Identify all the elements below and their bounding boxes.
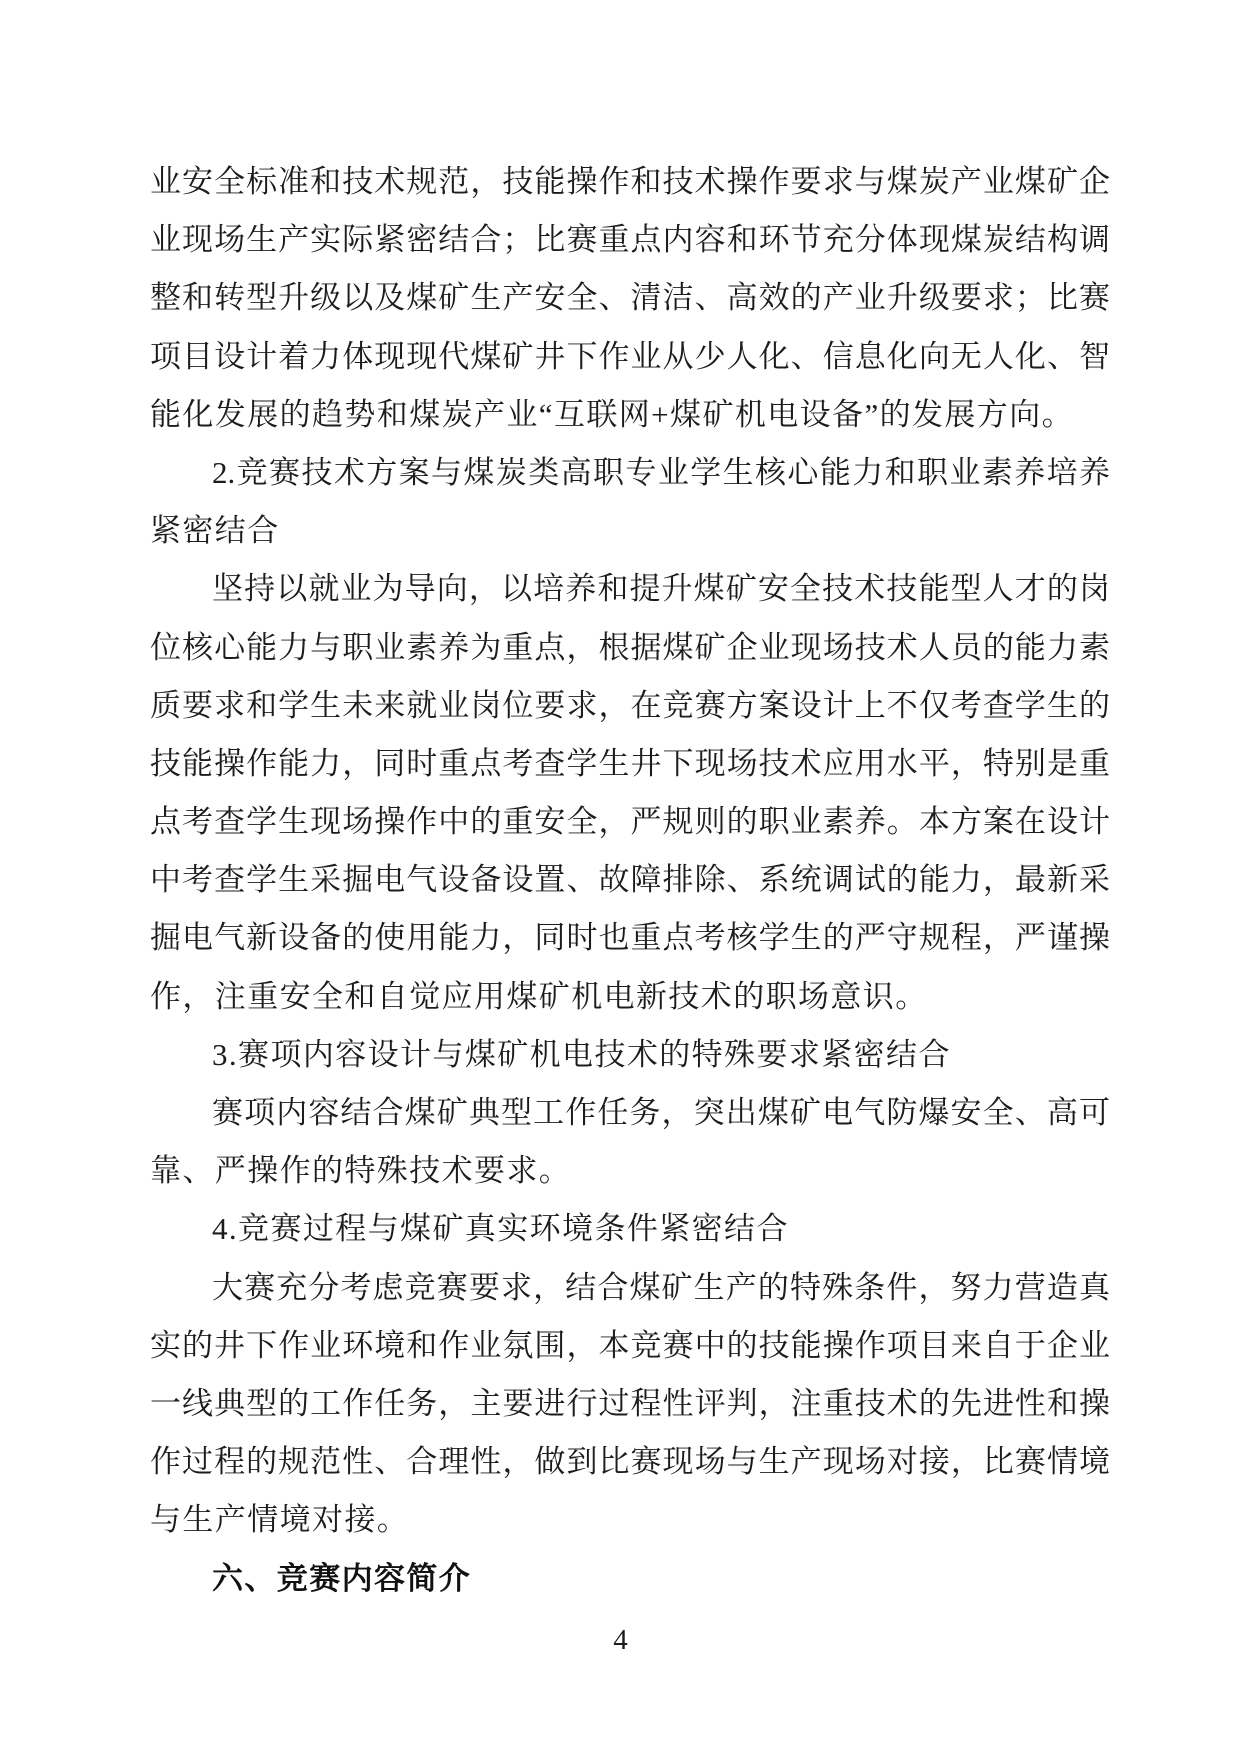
- text-line: 作过程的规范性、合理性，做到比赛现场与生产现场对接，比赛情境: [150, 1444, 1110, 1480]
- text-line: 中考查学生采掘电气设备设置、故障排除、系统调试的能力，最新采: [150, 862, 1110, 898]
- text-line: 掘电气新设备的使用能力，同时也重点考核学生的严守规程，严谨操: [150, 920, 1110, 956]
- text-line: 作，注重安全和自觉应用煤矿机电新技术的职场意识。: [150, 978, 928, 1014]
- text-line: 业现场生产实际紧密结合；比赛重点内容和环节充分体现煤炭结构调: [150, 222, 1110, 258]
- text-line: 技能操作能力，同时重点考查学生井下现场技术应用水平，特别是重: [150, 745, 1110, 781]
- text-line: 项目设计着力体现现代煤矿井下作业从少人化、信息化向无人化、智: [150, 338, 1110, 374]
- text-line: 一线典型的工作任务，主要进行过程性评判，注重技术的先进性和操: [150, 1385, 1110, 1421]
- text-line: 靠、严操作的特殊技术要求。: [150, 1153, 572, 1189]
- text-line: 点考查学生现场操作中的重安全，严规则的职业素养。本方案在设计: [150, 804, 1110, 840]
- document-body: [150, 153, 1110, 1608]
- text-line: 大赛充分考虑竞赛要求，结合煤矿生产的特殊条件，努力营造真: [212, 1269, 1110, 1305]
- text-line: 业安全标准和技术规范，技能操作和技术操作要求与煤炭产业煤矿企: [150, 164, 1110, 199]
- text-line: 位核心能力与职业素养为重点，根据煤矿企业现场技术人员的能力素: [150, 629, 1110, 665]
- text-line: 能化发展的趋势和煤炭产业“互联网+煤矿机电设备”的发展方向。: [150, 396, 1074, 432]
- text-line: 质要求和学生未来就业岗位要求，在竞赛方案设计上不仅考查学生的: [150, 687, 1110, 723]
- text-line: 实的井下作业环境和作业氛围，本竞赛中的技能操作项目来自于企业: [150, 1327, 1110, 1363]
- page-number: 4: [613, 1624, 628, 1656]
- text-line: 4.竞赛过程与煤矿真实环境条件紧密结合: [212, 1211, 789, 1247]
- text-line: 坚持以就业为导向，以培养和提升煤矿安全技术技能型人才的岗: [212, 571, 1110, 607]
- section-heading: 六、竞赛内容简介: [212, 1560, 472, 1596]
- text-line: 2.竞赛技术方案与煤炭类高职专业学生核心能力和职业素养培养: [212, 454, 1110, 490]
- text-line: 整和转型升级以及煤矿生产安全、清洁、高效的产业升级要求；比赛: [150, 280, 1110, 316]
- text-line: 与生产情境对接。: [150, 1502, 410, 1538]
- text-line: 3.赛项内容设计与煤矿机电技术的特殊要求紧密结合: [212, 1036, 951, 1072]
- text-line: 赛项内容结合煤矿典型工作任务，突出煤矿电气防爆安全、高可: [212, 1095, 1110, 1130]
- text-line: 紧密结合: [150, 513, 280, 549]
